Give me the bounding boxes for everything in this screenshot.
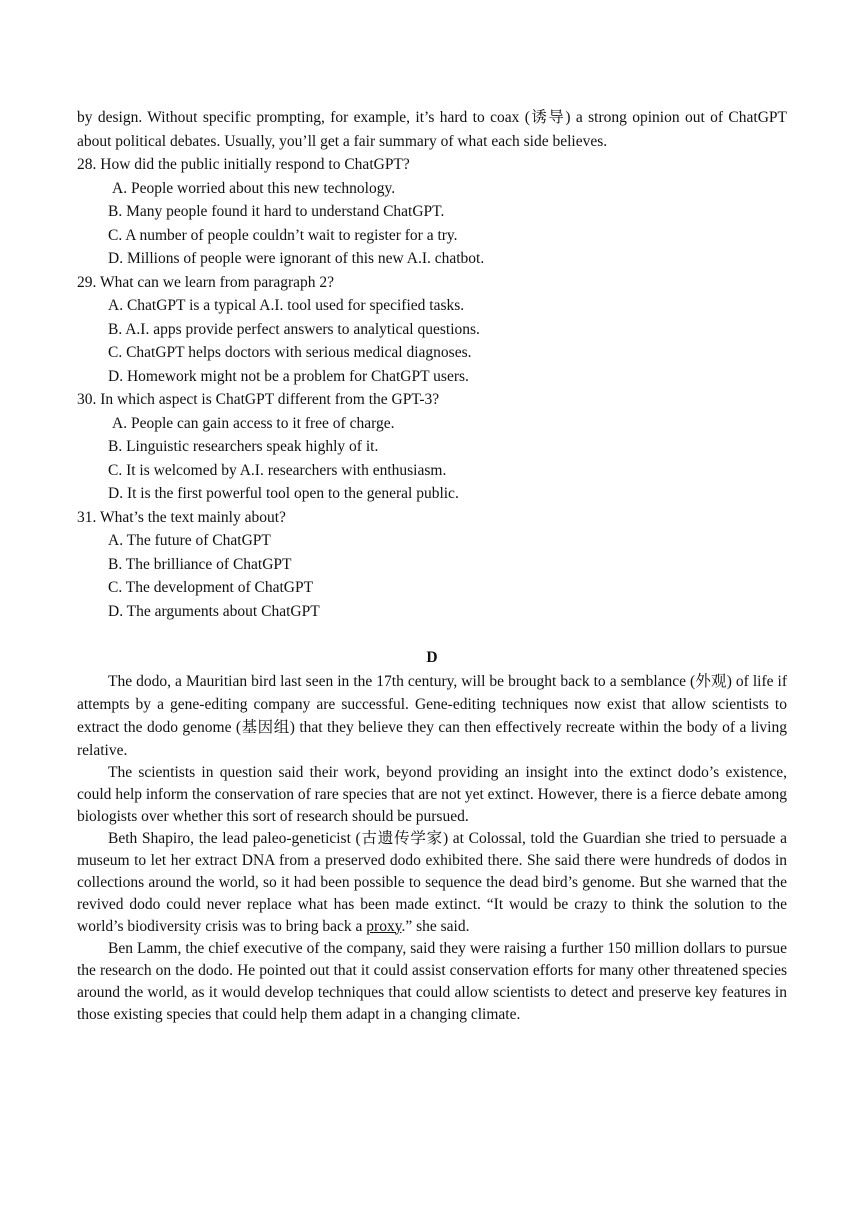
option-a: A. People worried about this new technology. <box>112 179 396 197</box>
option-c: C. The development of ChatGPT <box>108 579 314 596</box>
question-stem: 29. What can we learn from paragraph 2? <box>77 273 335 291</box>
question-29 <box>77 271 787 389</box>
passage-paragraph <box>77 828 787 938</box>
option-d: D. Homework might not be a problem for ChatGPT users. <box>108 367 469 385</box>
paragraph-ending: .” she said. <box>401 917 470 935</box>
question-28 <box>77 153 787 271</box>
question-30 <box>77 388 787 506</box>
passage-paragraph: The dodo, a Mauritian bird last seen in the 17th century, will be brought back to a semblance (外观) of life if attempts by a gene-editing company are successful. Gene-editing techniques now exist that allow scientists to extract the dodo genome (基因组) that they believe they can then effectively recreate within the body of a living relative. <box>77 672 787 759</box>
passage-paragraph: Ben Lamm, the chief executive of the company, said they were raising a further 150 million dollars to pursue the research on the dodo. He pointed out that it could assist conservation efforts for many other threatened species around the world, as it would develop techniques that could allow scientists to detect and preserve key features in those existing species that could help them adapt in a changing climate. <box>77 939 787 1023</box>
option-d: D. Millions of people were ignorant of this new A.I. chatbot. <box>108 250 485 267</box>
exam-page <box>77 106 787 1026</box>
option-a: A. ChatGPT is a typical A.I. tool used for specified tasks. <box>108 297 465 314</box>
option-c: C. A number of people couldn’t wait to register for a try. <box>108 226 458 244</box>
option-c: C. It is welcomed by A.I. researchers with enthusiasm. <box>108 461 447 479</box>
section-heading: D <box>426 649 438 666</box>
option-b: B. A.I. apps provide perfect answers to analytical questions. <box>108 320 480 338</box>
option-b: B. Linguistic researchers speak highly of it. <box>108 438 379 455</box>
question-stem: 31. What’s the text mainly about? <box>77 508 286 526</box>
paragraph-text: Beth Shapiro, the lead paleo-geneticist (古遗传学家) at Colossal, told the Guardian she tried to persuade a museum to let her extract DNA from a preserved dodo exhibited there. She said there were hundreds of dodos in collections around the world, so it had been possible to sequence the dead bird’s genome. But she warned that the revived dodo could never replace what has been made extinct. “It would be crazy to think the solution to the world’s biodiversity crisis was to bring back a <box>77 829 787 935</box>
option-d: D. The arguments about ChatGPT <box>108 602 320 620</box>
underlined-word: proxy <box>366 917 402 935</box>
option-a: A. The future of ChatGPT <box>108 532 271 549</box>
question-stem: 30. In which aspect is ChatGPT different from the GPT-3? <box>77 391 440 408</box>
passage-paragraph: The scientists in question said their work, beyond providing an insight into the extinct dodo’s existence, could help inform the conservation of rare species that are not yet extinct. However, there is a fierce debate among biologists over whether this sort of research should be pursued. <box>77 763 787 825</box>
option-a: A. People can gain access to it free of charge. <box>112 414 395 432</box>
questions-block <box>77 153 787 623</box>
option-b: B. The brilliance of ChatGPT <box>108 555 292 573</box>
option-b: B. Many people found it hard to understand ChatGPT. <box>108 203 445 220</box>
option-c: C. ChatGPT helps doctors with serious medical diagnoses. <box>108 344 472 361</box>
option-d: D. It is the first powerful tool open to the general public. <box>108 485 459 502</box>
question-stem: 28. How did the public initially respond to ChatGPT? <box>77 156 410 173</box>
question-31 <box>77 506 787 624</box>
continuation-paragraph: by design. Without specific prompting, for example, it’s hard to coax (诱导) a strong opinion out of ChatGPT about political debates. Usually, you’ll get a fair summary of what each side believes. <box>77 109 787 150</box>
